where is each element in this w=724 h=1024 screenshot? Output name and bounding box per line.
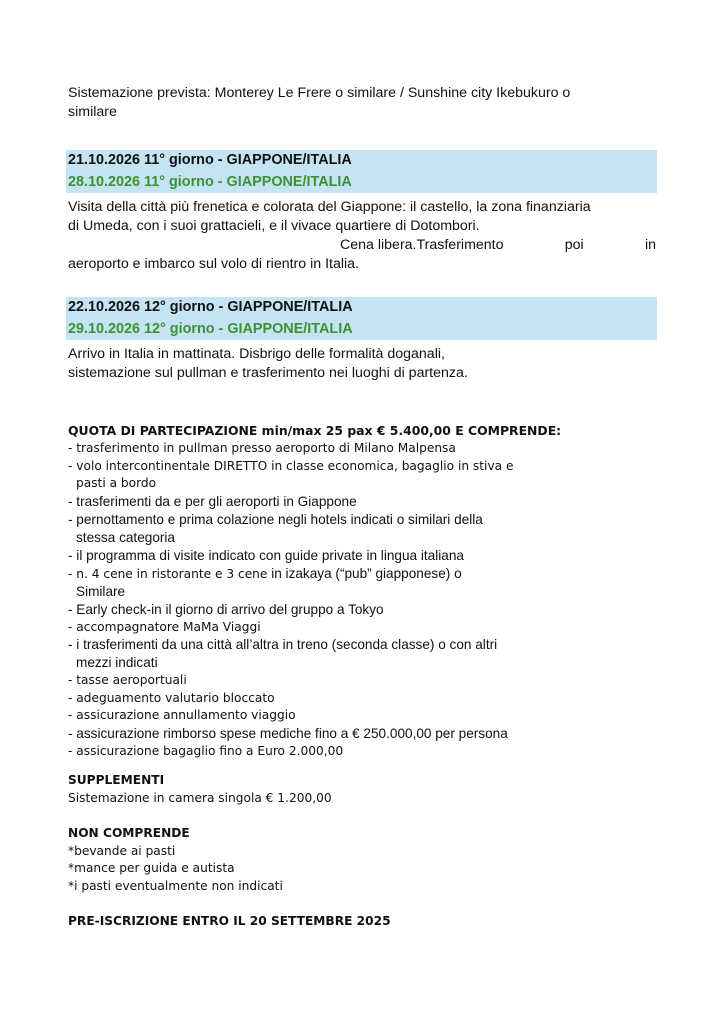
exclusion-item: *mance per guida e autista [68, 861, 235, 875]
day-11-line-4: aeroporto e imbarco sul volo di rientro in Italia. [68, 256, 359, 272]
transfer-word: Trasferimento [416, 237, 504, 253]
day-12-line-2: sistemazione sul pullman e trasferimento nei luoghi di partenza. [68, 365, 468, 381]
izakaya-text: in izakaya (“pub” giapponese) o [267, 565, 462, 581]
accommodation-line-2: similare [68, 104, 117, 120]
day-11-description [68, 198, 656, 274]
preregistration-section [68, 913, 391, 931]
inclusion-item: - Early check-in il giorno di arrivo del gruppo a Tokyo [68, 601, 384, 617]
inclusion-item [68, 565, 668, 583]
day-12-header-band [66, 297, 657, 340]
inclusion-item-continued: pasti a bordo [76, 476, 157, 490]
inclusion-item: - i trasferimenti da una città all’altra in treno (seconda classe) o con altri [68, 637, 498, 652]
day-11-line-2: di Umeda, con i suoi grattacieli, e il vivace quartiere di Dotombori. [68, 218, 480, 234]
day-11-heading-primary: 21.10.2026 11° giorno - GIAPPONE/ITALIA [68, 152, 352, 168]
inclusion-item: - pernottamento e prima colazione negli hotels indicati o similari della [68, 511, 483, 527]
inclusion-item: - accompagnatore MaMa Viaggi [68, 619, 261, 634]
inclusion-item: - assicurazione annullamento viaggio [68, 708, 296, 722]
inclusion-item: - assicurazione rimborso spese mediche fino a € 250.000,00 per persona [68, 725, 508, 741]
inclusion-item-continued: mezzi indicati [76, 655, 158, 670]
inclusion-item-continued: stessa categoria [76, 529, 175, 545]
exclusion-item: *i pasti eventualmente non indicati [68, 878, 283, 893]
inclusion-item: - volo intercontinentale DIRETTO in classe economica, bagaglio in stiva e [68, 458, 514, 473]
inclusion-item: - trasferimenti da e per gli aeroporti in Giappone [68, 493, 357, 509]
price-inclusions-section [68, 422, 668, 760]
inclusion-item: - adeguamento valutario bloccato [68, 690, 275, 705]
inclusion-item: - trasferimento in pullman presso aeroporto di Milano Malpensa [68, 441, 456, 455]
day-11-line-3 [68, 236, 656, 255]
exclusion-item: *bevande ai pasti [68, 843, 176, 858]
day-11-heading-secondary: 28.10.2026 11° giorno - GIAPPONE/ITALIA [68, 174, 352, 190]
dinners-text: - n. 4 cene in ristorante e 3 cene [68, 566, 268, 581]
accommodation-line-1: Sistemazione prevista: Monterey Le Frere o similare / Sunshine city Ikebukuro o [68, 85, 571, 101]
inclusion-item: - tasse aeroportuali [68, 673, 187, 687]
inclusion-item-continued: Similare [76, 583, 126, 599]
inclusion-item: - assicurazione bagaglio fino a Euro 2.000,00 [68, 743, 344, 758]
dinner-free-text: Cena libera. [340, 237, 417, 253]
day-11-header-band [66, 150, 657, 193]
supplement-item: Sistemazione in camera singola € 1.200,00 [68, 790, 332, 805]
day-12-heading-primary: 22.10.2026 12° giorno - GIAPPONE/ITALIA [68, 299, 353, 315]
day-11-line-1: Visita della città più frenetica e colorata del Giappone: il castello, la zona finanziaria [68, 199, 591, 215]
day-12-description [68, 345, 656, 383]
price-title: QUOTA DI PARTECIPAZIONE min/max 25 pax € 5.400,00 E COMPRENDE: [68, 423, 562, 438]
day-12-line-1: Arrivo in Italia in mattinata. Disbrigo delle formalità doganali, [68, 346, 445, 362]
in-word: in [644, 237, 656, 253]
exclusions-section [68, 825, 283, 895]
supplements-title: SUPPLEMENTI [68, 773, 165, 787]
preregistration-deadline: PRE-ISCRIZIONE ENTRO IL 20 SETTEMBRE 2025 [68, 914, 391, 928]
supplements-section [68, 772, 332, 807]
exclusions-title: NON COMPRENDE [68, 826, 190, 840]
inclusion-item: - il programma di visite indicato con guide private in lingua italiana [68, 547, 464, 563]
then-word: poi [564, 237, 584, 253]
day-12-heading-secondary: 29.10.2026 12° giorno - GIAPPONE/ITALIA [68, 321, 353, 337]
accommodation-note [68, 84, 656, 122]
